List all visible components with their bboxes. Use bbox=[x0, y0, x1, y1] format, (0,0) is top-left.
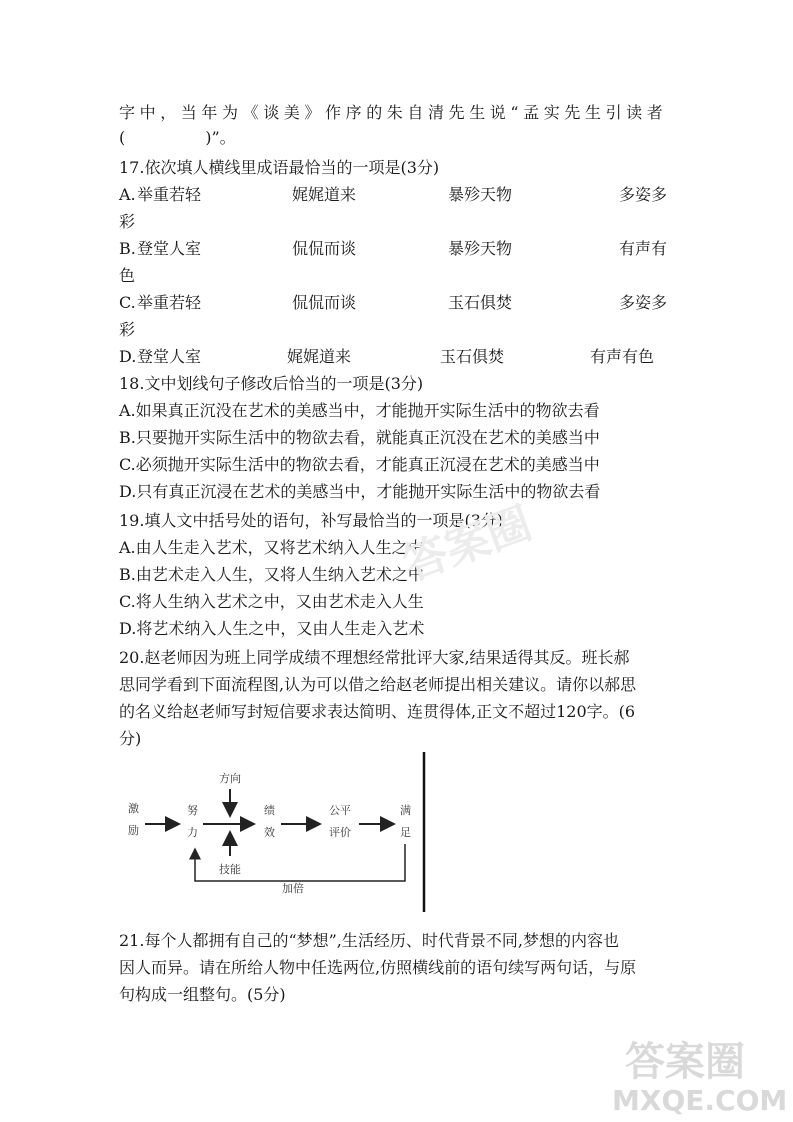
option-word: 多姿多 bbox=[619, 293, 668, 312]
option-word: 有声有色 bbox=[590, 347, 655, 366]
intro-line-2: ( )”。 bbox=[119, 128, 236, 147]
node-manzu-2: 足 bbox=[400, 826, 411, 839]
q19-option-b: B.由艺术走入人生，又将人生纳入艺术之中 bbox=[119, 565, 424, 584]
option-letter: D. bbox=[119, 347, 137, 366]
node-jili-1: 激 bbox=[128, 802, 139, 815]
q21-line-3: 句构成一组整句。(5分) bbox=[119, 985, 286, 1004]
q20-line-1: 20.赵老师因为班上同学成绩不理想经常批评大家,结果适得其反。班长郝 bbox=[119, 648, 630, 667]
option-word: 玉石俱焚 bbox=[440, 347, 505, 366]
node-jixiao-2: 效 bbox=[264, 826, 275, 839]
node-nuli-2: 力 bbox=[187, 826, 198, 839]
option-word-wrap: 色 bbox=[119, 266, 136, 285]
option-word: 侃侃而谈 bbox=[292, 293, 357, 312]
option-word: 侃侃而谈 bbox=[292, 239, 357, 258]
node-nuli-1: 努 bbox=[187, 804, 198, 817]
watermark-url: MXQE.COM bbox=[612, 1084, 788, 1117]
intro-line-1: 字中，当年为《谈美》作序的朱自清先生说“孟实先生引读者 bbox=[119, 103, 668, 122]
q19-stem: 19.填人文中括号处的语句，补写最恰当的一项是(3分) bbox=[119, 511, 504, 530]
option-word: 多姿多 bbox=[619, 185, 668, 204]
option-word: 娓娓道来 bbox=[292, 185, 357, 204]
watermark-logo: 答案圈 bbox=[625, 1039, 745, 1085]
option-word-wrap: 彩 bbox=[119, 320, 136, 339]
option-word: 玉石俱焚 bbox=[448, 293, 513, 312]
option-word: 暴殄天物 bbox=[448, 239, 513, 258]
q20-line-2: 思同学看到下面流程图,认为可以借之给赵老师提出相关建议。请你以郝思 bbox=[119, 675, 637, 694]
node-gongping: 公平 bbox=[329, 804, 351, 817]
q19-option-a: A.由人生走入艺术，又将艺术纳入人生之中 bbox=[119, 538, 424, 557]
motivation-flowchart bbox=[119, 752, 439, 912]
option-word: 娓娓道来 bbox=[287, 347, 352, 366]
option-word-wrap: 彩 bbox=[119, 212, 136, 231]
node-jineng: 技能 bbox=[219, 863, 241, 876]
option-letter: C. bbox=[119, 293, 136, 312]
q18-option-d: D.只有真正沉浸在艺术的美感当中，才能抛开实际生活中的物欲去看 bbox=[119, 482, 601, 501]
node-pingjia: 评价 bbox=[329, 826, 351, 839]
option-word: 举重若轻 bbox=[137, 293, 202, 312]
q17-stem: 17.依次填人横线里成语最恰当的一项是(3分) bbox=[119, 158, 440, 177]
q21-line-2: 因人而异。请在所给人物中任选两位,仿照横线前的语句续写两句话，与原 bbox=[119, 958, 637, 977]
option-word: 举重若轻 bbox=[137, 185, 202, 204]
q18-stem: 18.文中划线句子修改后恰当的一项是(3分) bbox=[119, 374, 424, 393]
watermark-center: 答案圈 bbox=[396, 497, 539, 591]
option-word: 登堂人室 bbox=[137, 239, 202, 258]
q18-option-c: C.必须抛开实际生活中的物欲去看，才能真正沉浸在艺术的美感当中 bbox=[119, 455, 600, 474]
q18-option-a: A.如果真正沉没在艺术的美感当中，才能抛开实际生活中的物欲去看 bbox=[119, 401, 600, 420]
node-jiabei: 加倍 bbox=[282, 882, 304, 895]
option-word: 有声有 bbox=[619, 239, 668, 258]
node-jixiao-1: 绩 bbox=[264, 804, 275, 817]
node-fangxiang: 方向 bbox=[219, 772, 241, 785]
q21-line-1: 21.每个人都拥有自己的“梦想”,生活经历、时代背景不同,梦想的内容也 bbox=[119, 931, 619, 950]
q20-line-4: 分) bbox=[119, 729, 142, 748]
q18-option-b: B.只要抛开实际生活中的物欲去看，就能真正沉没在艺术的美感当中 bbox=[119, 428, 600, 447]
q19-option-d: D.将艺术纳入人生之中，又由人生走入艺术 bbox=[119, 619, 425, 638]
option-letter: A. bbox=[119, 185, 136, 204]
node-manzu-1: 满 bbox=[400, 804, 411, 817]
option-word: 登堂人室 bbox=[137, 347, 202, 366]
q20-line-3: 的名义给赵老师写封短信要求表达简明、连贯得体,正文不超过120字。(6 bbox=[119, 702, 636, 721]
option-word: 暴殄天物 bbox=[448, 185, 513, 204]
q19-option-c: C.将人生纳入艺术之中，又由艺术走入人生 bbox=[119, 592, 424, 611]
node-jili-2: 励 bbox=[128, 824, 139, 837]
option-letter: B. bbox=[119, 239, 136, 258]
